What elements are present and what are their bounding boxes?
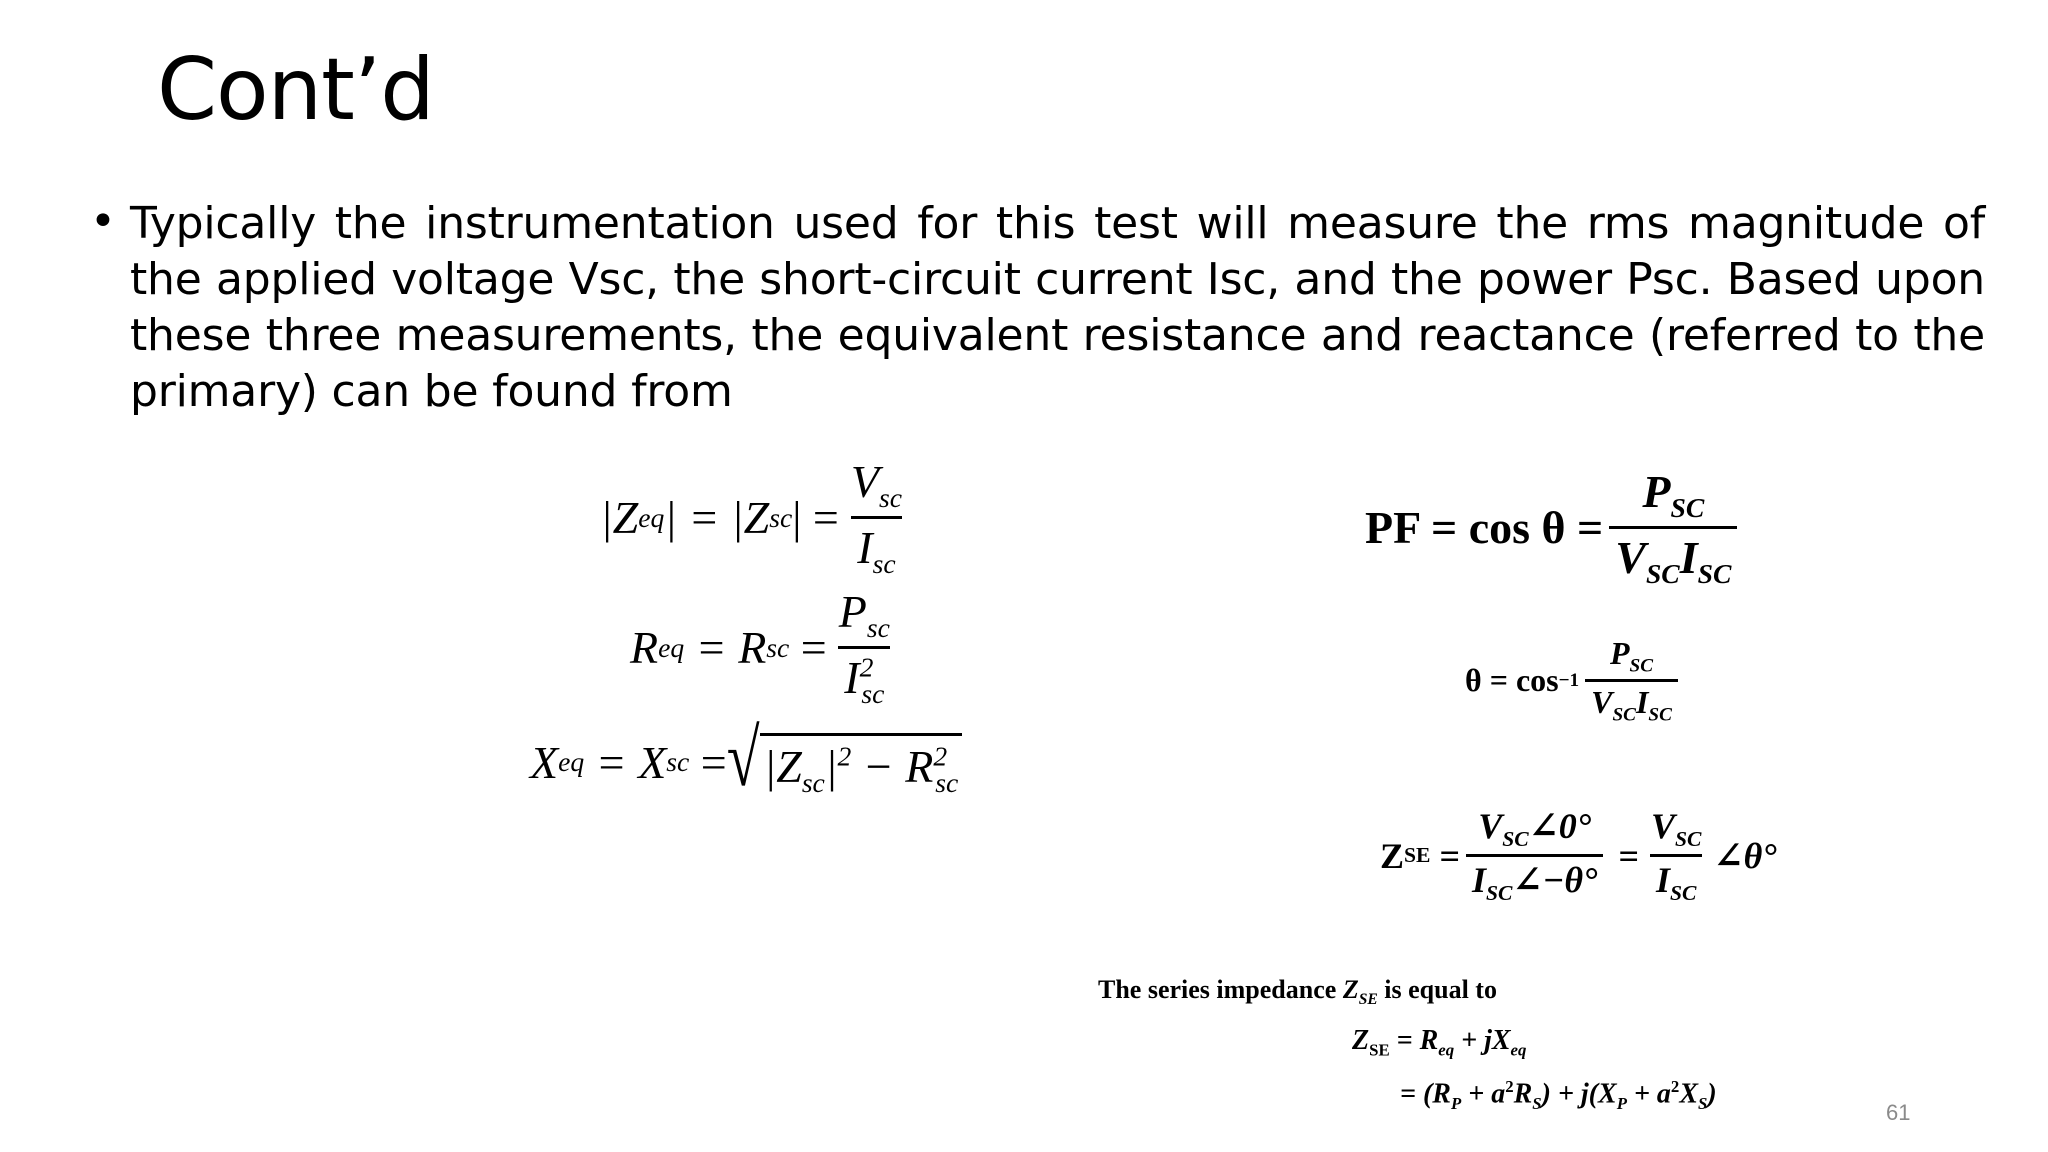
equation-zeq: |Z eq | = |Z sc | = $\frac{V_{sc}}{I_{sc}}$	[600, 456, 902, 580]
equation-zse-angle: Z SE = $\frac{V_{SC}\angle 0^\circ}{I_{SC}\angle-\theta^\circ}$ = $\frac{V_{SC}}{I_{SC}}$ ∠θ°	[1380, 806, 1777, 906]
series-impedance-line1: $Z_{SE} = R_{eq} + jX_{eq}$	[1352, 1025, 1527, 1060]
bullet-text: Typically the instrumentation used for this test will measure the rms magnitude of the applied voltage Vsc, the short-circuit current Isc, and the power Psc. Based upon these three measurements, the equivalent resistance and reactance (referred to the primary) can be found from	[130, 198, 1985, 417]
equation-xeq: X eq = X sc = √ $|Z_{sc}|^2 - R^2_{sc}$	[530, 725, 962, 799]
sqrt-expression: √ $|Z_{sc}|^2 - R^2_{sc}$	[727, 725, 962, 799]
page-number: 61	[1886, 1100, 1911, 1125]
series-impedance-line2: = $(R_P + a^2R_S) + j(X_P + a^2X_S)$	[1400, 1077, 1717, 1113]
slide-title: Cont’d	[157, 40, 434, 140]
equation-req: R eq = R sc = $\frac{P_{sc}}{I^2_{sc}}$	[630, 586, 890, 710]
equation-pf: PF = cos θ = $\frac{P_{SC}}{V_{SC}I_{SC}}$	[1365, 465, 1743, 590]
equation-theta: θ = cos −1 $\frac{P_{SC}}{V_{SC}I_{SC}}$	[1465, 635, 1684, 727]
bullet-icon: •	[90, 196, 116, 247]
series-impedance-caption: The series impedance $Z_{SE}$ is equal to	[1098, 975, 1497, 1009]
